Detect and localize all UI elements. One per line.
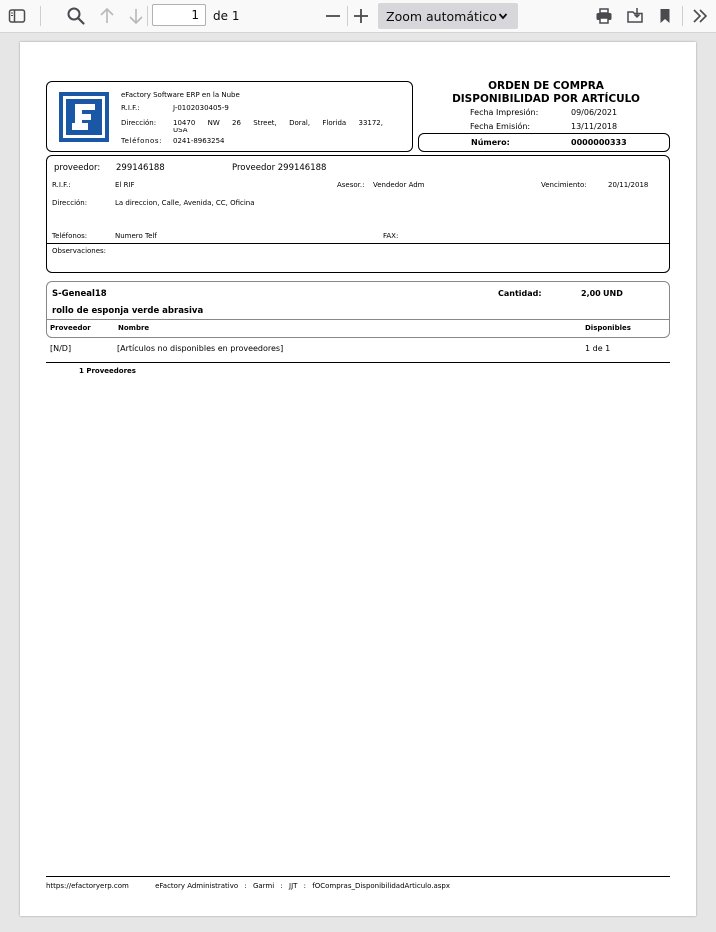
footer (46, 882, 450, 890)
column-header-available: Disponibles (585, 324, 631, 332)
supplier-address-label: Dirección: (52, 199, 88, 207)
pdf-viewer-toolbar (0, 0, 716, 33)
supplier-rif: El RIF (115, 181, 135, 189)
save-download-icon[interactable] (625, 6, 645, 26)
address-word: Street, (253, 119, 277, 127)
article-code: S-Geneal18 (52, 289, 107, 299)
footer-separator: : (303, 882, 307, 890)
chevron-down-icon (498, 11, 508, 21)
toolbar-separator (682, 6, 683, 26)
article-header-divider (47, 319, 669, 320)
quantity-unit: UND (603, 289, 623, 298)
footer-separator: : (244, 882, 247, 890)
company-address (173, 119, 383, 127)
footer-app: eFactory Administrativo (155, 882, 239, 890)
supplier-info-box (46, 155, 670, 273)
next-page-arrow-down-icon[interactable] (126, 6, 146, 26)
footer-divider (46, 876, 670, 877)
supplier-count-summary (79, 367, 136, 375)
document-number-box (418, 133, 670, 152)
supplier-phones-label: Teléfonos: (52, 232, 88, 240)
row-name: [Artículos no disponibles en proveedores] (117, 344, 284, 353)
supplier-fax-label: FAX: (383, 232, 399, 240)
footer-url: https://efactoryerp.com (46, 882, 129, 890)
efactory-logo (59, 92, 109, 142)
notes-divider (47, 243, 669, 244)
address-word: Doral, (289, 119, 311, 127)
supplier-label: proveedor: (54, 163, 101, 173)
quantity-value: 2,00 (581, 289, 601, 298)
toolbar-separator (40, 6, 41, 26)
address-word: 33172, (358, 119, 383, 127)
document-number-label: Número: (471, 138, 510, 147)
advisor: Vendedor Adm (373, 181, 425, 189)
supplier-count-label: Proveedores (86, 367, 136, 375)
company-rif-label: R.I.F.: (121, 104, 140, 112)
zoom-in-plus-icon[interactable] (351, 6, 371, 26)
company-address-line2: USA (173, 128, 188, 133)
issue-date: 13/11/2018 (571, 122, 618, 131)
address-word: Florida (322, 119, 347, 127)
document-title-line2: DISPONIBILIDAD POR ARTÍCULO (452, 93, 640, 105)
article-description: rollo de esponja verde abrasiva (52, 306, 204, 316)
row-supplier: [N/D] (50, 344, 72, 353)
print-icon[interactable] (594, 6, 614, 26)
company-rif: J-0102030405-9 (173, 104, 229, 112)
row-available: 1 de 1 (585, 344, 611, 353)
document-title-line1: ORDEN DE COMPRA (488, 80, 604, 92)
address-word: 26 (232, 119, 241, 127)
address-word: NW (207, 119, 220, 127)
table-bottom-line (46, 362, 670, 363)
company-address-label: Dirección: (121, 119, 157, 127)
company-info-box (46, 81, 413, 152)
page-number-input[interactable] (152, 4, 206, 26)
toolbar-separator (147, 6, 148, 26)
footer-user: Garmi (252, 882, 275, 890)
footer-code: JJT (289, 882, 298, 890)
supplier-name: Proveedor 299146188 (232, 163, 327, 173)
address-word: 10470 (173, 119, 196, 127)
advisor-label: Asesor.: (337, 181, 365, 189)
notes-label: Observaciones: (52, 247, 107, 255)
footer-report: fOCompras_DisponibilidadArticulo.aspx (312, 882, 451, 890)
footer-separator: : (280, 882, 283, 890)
supplier-rif-label: R.I.F.: (52, 181, 71, 189)
zoom-select-value: Zoom automático (386, 9, 497, 24)
company-address-overflow (173, 128, 233, 133)
quantity-label: Cantidad: (498, 289, 542, 298)
due-date-label: Vencimiento: (541, 181, 587, 189)
more-tools-chevrons-icon[interactable] (690, 6, 710, 26)
search-icon[interactable] (66, 6, 86, 26)
pdf-page (20, 42, 696, 916)
company-name: eFactory Software ERP en la Nube (121, 91, 240, 99)
company-phones: 0241-8963254 (173, 137, 225, 145)
article-box (46, 281, 670, 338)
zoom-select[interactable] (378, 3, 518, 29)
supplier-address: La direccion, Calle, Avenida, CC, Oficina (115, 199, 255, 207)
column-header-supplier: Proveedor (50, 324, 91, 332)
previous-page-arrow-up-icon[interactable] (97, 6, 117, 26)
page-count-label: de 1 (213, 9, 240, 23)
supplier-count: 1 (79, 367, 84, 375)
zoom-out-minus-icon[interactable] (323, 6, 343, 26)
print-date-label: Fecha Impresión: (470, 108, 539, 117)
supplier-code: 299146188 (116, 163, 165, 173)
sidebar-toggle-icon[interactable] (7, 6, 27, 26)
company-phones-label: Teléfonos: (121, 137, 163, 145)
print-date: 09/06/2021 (571, 108, 618, 117)
document-number: 0000000333 (571, 138, 627, 147)
bookmark-icon[interactable] (655, 6, 675, 26)
toolbar-separator (347, 6, 348, 26)
column-header-name: Nombre (118, 324, 150, 332)
supplier-phones: Numero Telf (115, 232, 157, 240)
issue-date-label: Fecha Emisión: (470, 122, 531, 131)
due-date: 20/11/2018 (608, 181, 649, 189)
